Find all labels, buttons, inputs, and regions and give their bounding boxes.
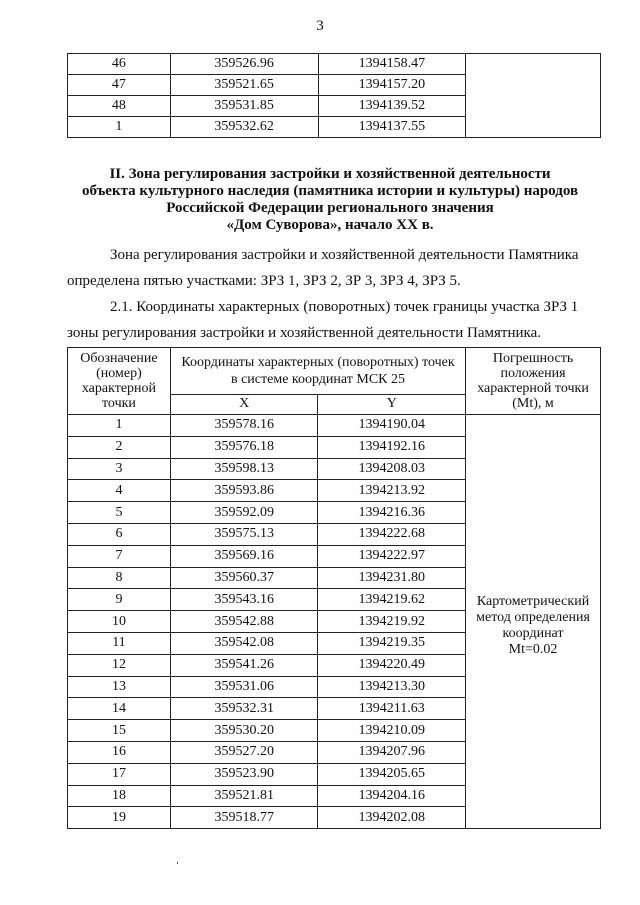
section-heading	[60, 166, 600, 234]
coord-x: 359592.09	[170, 502, 318, 524]
point-number: 9	[68, 589, 171, 611]
coord-x: 359526.96	[170, 54, 318, 75]
point-number: 1	[68, 117, 171, 138]
coord-x: 359575.13	[170, 523, 318, 545]
paragraph-line: зоны регулирования застройки и хозяйственной деятельности Памятника.	[67, 325, 542, 341]
header-point-number: Обозначение (номер) характерной точки	[68, 348, 171, 415]
header-y: Y	[318, 394, 466, 414]
paragraph-line: Зона регулирования застройки и хозяйственной деятельности Памятника	[110, 247, 579, 263]
coord-x: 359598.13	[170, 458, 318, 480]
header-x: X	[170, 394, 318, 414]
error-method-cell	[466, 415, 601, 829]
heading-line: Российской Федерации регионального значения	[166, 200, 494, 216]
coord-y: 1394219.62	[318, 589, 466, 611]
heading-line: «Дом Суворова», начало XX в.	[226, 217, 434, 233]
coord-x: 359578.16	[170, 415, 318, 437]
error-method-line: координат	[502, 625, 564, 641]
table-row	[68, 54, 601, 75]
coord-y: 1394219.92	[318, 611, 466, 633]
point-number: 12	[68, 654, 171, 676]
error-method-line: Картометрический	[476, 593, 590, 609]
coordinates-table	[67, 347, 601, 829]
point-number: 7	[68, 545, 171, 567]
coord-y: 1394158.47	[318, 54, 466, 75]
paragraph-line: 2.1. Координаты характерных (поворотных) точек границы участка ЗРЗ 1	[110, 299, 579, 315]
point-number: 17	[68, 763, 171, 785]
point-number: 16	[68, 741, 171, 763]
coord-x: 359518.77	[170, 807, 318, 829]
point-number: 47	[68, 75, 171, 96]
coord-y: 1394216.36	[318, 502, 466, 524]
paragraph-line: определена пятью участками: ЗРЗ 1, ЗРЗ 2, ЗР 3, ЗРЗ 4, ЗРЗ 5.	[67, 273, 461, 289]
coord-y: 1394157.20	[318, 75, 466, 96]
coord-y: 1394207.96	[318, 741, 466, 763]
page-number: 3	[316, 18, 324, 34]
coord-x: 359543.16	[170, 589, 318, 611]
error-method-line: Mt=0.02	[508, 641, 558, 657]
coord-x: 359593.86	[170, 480, 318, 502]
coord-y: 1394211.63	[318, 698, 466, 720]
coord-y: 1394202.08	[318, 807, 466, 829]
continuation-table	[67, 53, 601, 138]
point-number: 14	[68, 698, 171, 720]
coord-x: 359521.81	[170, 785, 318, 807]
error-cell	[466, 54, 601, 138]
coord-y: 1394222.97	[318, 545, 466, 567]
coord-x: 359523.90	[170, 763, 318, 785]
coord-y: 1394220.49	[318, 654, 466, 676]
point-number: 1	[68, 415, 171, 437]
point-number: 3	[68, 458, 171, 480]
point-number: 5	[68, 502, 171, 524]
coord-x: 359542.08	[170, 632, 318, 654]
heading-line: объекта культурного наследия (памятника истории и культуры) народов	[81, 183, 579, 199]
point-number: 10	[68, 611, 171, 633]
coord-y: 1394192.16	[318, 436, 466, 458]
coord-x: 359542.88	[170, 611, 318, 633]
coord-x: 359532.31	[170, 698, 318, 720]
coord-y: 1394190.04	[318, 415, 466, 437]
heading-line: II. Зона регулирования застройки и хозяйственной деятельности	[109, 166, 551, 182]
coord-y: 1394231.80	[318, 567, 466, 589]
coord-x: 359531.85	[170, 96, 318, 117]
point-number: 2	[68, 436, 171, 458]
coord-x: 359576.18	[170, 436, 318, 458]
coord-x: 359521.65	[170, 75, 318, 96]
table-row	[68, 415, 601, 437]
point-number: 46	[68, 54, 171, 75]
coord-x: 359527.20	[170, 741, 318, 763]
coord-x: 359531.06	[170, 676, 318, 698]
coord-y: 1394208.03	[318, 458, 466, 480]
coord-y: 1394222.68	[318, 523, 466, 545]
point-number: 6	[68, 523, 171, 545]
point-number: 19	[68, 807, 171, 829]
point-number: 11	[68, 632, 171, 654]
point-number: 15	[68, 720, 171, 742]
coord-y: 1394204.16	[318, 785, 466, 807]
coord-y: 1394219.35	[318, 632, 466, 654]
point-number: 18	[68, 785, 171, 807]
coord-y: 1394210.09	[318, 720, 466, 742]
coord-y: 1394139.52	[318, 96, 466, 117]
coord-x: 359560.37	[170, 567, 318, 589]
point-number: 13	[68, 676, 171, 698]
coord-y: 1394213.92	[318, 480, 466, 502]
coord-x: 359530.20	[170, 720, 318, 742]
point-number: 48	[68, 96, 171, 117]
point-number: 8	[68, 567, 171, 589]
coord-x: 359541.26	[170, 654, 318, 676]
coord-y: 1394137.55	[318, 117, 466, 138]
header-coordinates: Координаты характерных (поворотных) точек в системе координат МСК 25	[170, 348, 465, 395]
error-method-line: метод определения	[476, 609, 590, 625]
point-number: 4	[68, 480, 171, 502]
header-error: Погрешность положения характерной точки (Mt), м	[466, 348, 601, 415]
scan-mark	[177, 862, 178, 864]
coord-y: 1394213.30	[318, 676, 466, 698]
coord-x: 359532.62	[170, 117, 318, 138]
coord-x: 359569.16	[170, 545, 318, 567]
coord-y: 1394205.65	[318, 763, 466, 785]
